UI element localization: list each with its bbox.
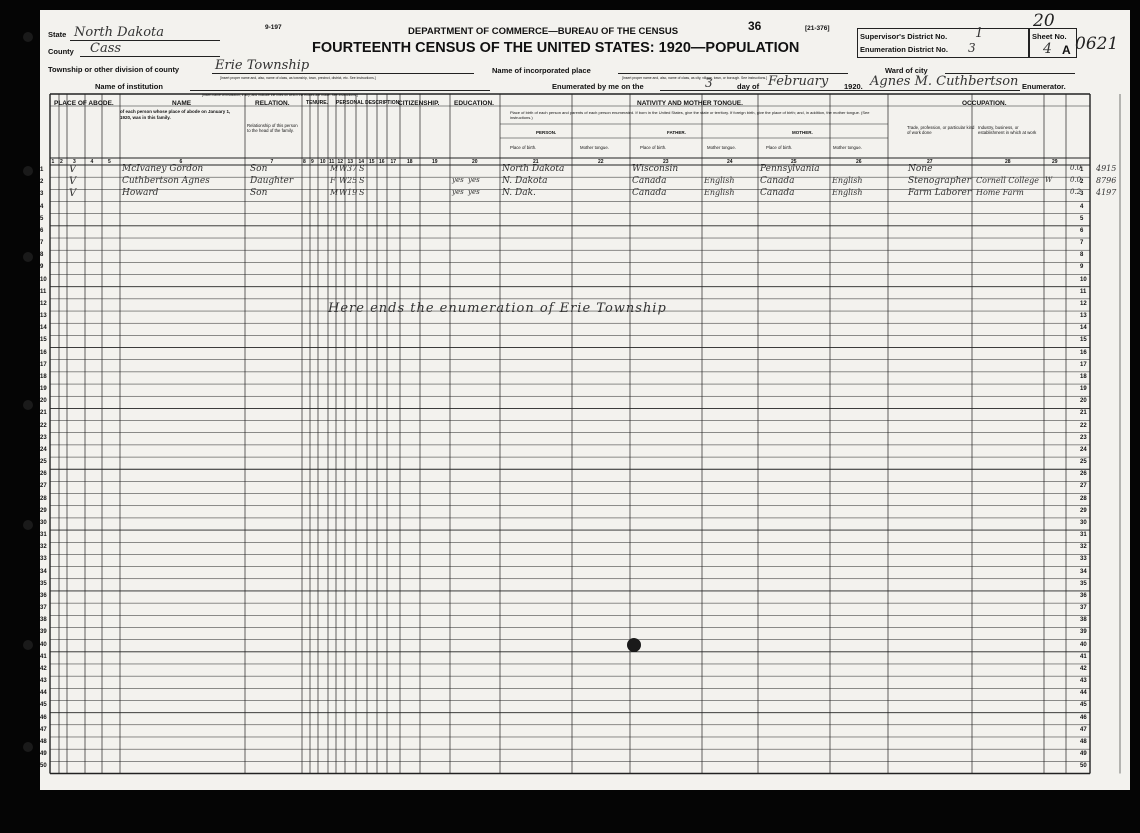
line-number-left: 47 — [40, 726, 47, 733]
line-number-left: 7 — [40, 240, 44, 247]
line-number-left: 11 — [40, 288, 47, 295]
column-number: 19 — [432, 159, 438, 165]
record-marital: S — [359, 164, 365, 173]
group-nativity: NATIVITY AND MOTHER TONGUE. — [637, 100, 743, 107]
line-number-right: 21 — [1080, 410, 1087, 417]
end-note: Here ends the enumeration of Erie Township — [328, 301, 667, 316]
line-number-right: 14 — [1080, 325, 1087, 332]
column-number: 26 — [856, 159, 862, 165]
line-number-right: 36 — [1080, 592, 1087, 599]
form-code: [21-376] — [805, 25, 830, 32]
record-age: 37 — [347, 164, 358, 173]
line-number-left: 26 — [40, 471, 47, 478]
enumerated-label: Enumerated by me on the — [552, 82, 644, 91]
line-number-left: 28 — [40, 495, 47, 502]
record-relation: Son — [250, 164, 268, 174]
township-value: Erie Township — [215, 58, 310, 73]
line-number-left: 9 — [40, 264, 44, 271]
line-number-left: 5 — [40, 215, 44, 222]
record-visited: V — [69, 164, 77, 175]
record-margin: 4915 — [1096, 164, 1117, 173]
line-number-right: 26 — [1080, 471, 1087, 478]
record-name: Cuthbertson Agnes — [122, 176, 210, 187]
line-number-right: 37 — [1080, 605, 1087, 612]
column-number: 12 — [337, 159, 344, 165]
line-number-right: 30 — [1080, 519, 1087, 526]
line-number-right: 47 — [1080, 726, 1087, 733]
record-industry: Home Farm — [976, 188, 1024, 198]
record-person-birth: N. Dak. — [502, 188, 536, 199]
line-number-right: 50 — [1080, 763, 1087, 770]
agency: DEPARTMENT OF COMMERCE—BUREAU OF THE CENSUS — [408, 26, 679, 37]
line-number-left: 27 — [40, 483, 47, 490]
binding-hole — [23, 252, 33, 262]
record-relation: Son — [250, 188, 268, 199]
binding-hole — [23, 640, 33, 650]
line-number-left: 45 — [40, 702, 47, 709]
record-mother-birth: Canada — [760, 176, 795, 187]
record-write: yes — [468, 188, 480, 197]
township-label: Township or other division of county — [48, 65, 180, 74]
record-mother-tongue: English — [832, 188, 863, 198]
record-class: W — [1045, 176, 1053, 185]
binding-hole — [23, 32, 33, 42]
record-father-tongue: English — [704, 176, 735, 186]
record-code: 0.2 — [1070, 188, 1082, 197]
record-sex: M — [330, 188, 339, 198]
line-number-right: 22 — [1080, 422, 1087, 429]
line-number-right: 20 — [1080, 398, 1087, 405]
line-number-right: 28 — [1080, 495, 1087, 502]
line-number-left: 30 — [40, 519, 47, 526]
line-number-right: 24 — [1080, 446, 1087, 453]
line-number-left: 48 — [40, 738, 47, 745]
industry-header: Industry, business, or establishment in which at work — [978, 125, 1037, 135]
line-number-left: 19 — [40, 386, 47, 393]
record-name: McIvaney Gordon — [122, 164, 204, 174]
record-occupation: Farm Laborer — [908, 188, 972, 199]
column-number: 4 — [90, 159, 94, 165]
line-number-left: 35 — [40, 580, 47, 587]
record-visited: V — [69, 176, 77, 188]
record-father-birth: Canada — [632, 188, 667, 199]
column-number: 23 — [663, 159, 669, 165]
record-relation: Daughter — [250, 176, 294, 187]
enumerated-day: 3 — [705, 76, 713, 90]
group-occupation: OCCUPATION. — [962, 100, 1007, 107]
group-name: NAME — [172, 100, 192, 107]
record-sex: M — [330, 164, 339, 173]
line-number-left: 6 — [40, 227, 44, 234]
line-number-right: 23 — [1080, 434, 1087, 441]
mother-tongue-header: Mother tongue. — [833, 145, 862, 150]
line-number-left: 34 — [40, 568, 47, 575]
line-number-right: 34 — [1080, 568, 1087, 575]
line-number-left: 2 — [40, 179, 44, 186]
record-sex: F — [330, 176, 336, 186]
line-number-right: 16 — [1080, 349, 1087, 356]
incorporated-note: [Insert proper name and, also, name of class, as city, village, town, or borough. See instructions.] — [622, 76, 768, 80]
group-education: EDUCATION. — [454, 100, 494, 107]
line-number-left: 17 — [40, 361, 47, 368]
line-number-left: 14 — [40, 325, 47, 332]
line-number-right: 10 — [1080, 276, 1087, 283]
line-number-left: 23 — [40, 434, 47, 441]
column-number: 17 — [390, 159, 397, 165]
binding-hole — [23, 520, 33, 530]
line-number-right: 17 — [1080, 361, 1087, 368]
line-number-left: 8 — [40, 252, 44, 259]
column-number: 18 — [407, 159, 413, 165]
incorporated-label: Name of incorporated place — [492, 66, 591, 75]
record-father-birth: Canada — [632, 176, 667, 187]
institution-note: [Insert name of institution, if any, and indicate the lines on which the entries are made. See instructions.] — [202, 93, 358, 97]
line-number-right: 43 — [1080, 678, 1087, 685]
corner-number: 20 — [1033, 11, 1055, 31]
person-place-header: Place of birth. — [510, 145, 537, 150]
column-number: 27 — [927, 159, 933, 165]
record-father-birth: Wisconsin — [632, 164, 679, 174]
line-number-left: 25 — [40, 459, 47, 466]
line-number-right: 2 — [1080, 179, 1084, 186]
line-number-left: 22 — [40, 422, 47, 429]
record-marital: S — [359, 176, 365, 186]
line-number-left: 33 — [40, 556, 47, 563]
line-number-left: 10 — [40, 276, 47, 283]
record-code: 0.0 — [1070, 164, 1082, 172]
sheet-label: Sheet No. — [1032, 32, 1067, 41]
column-number: 6 — [179, 159, 183, 165]
line-number-left: 15 — [40, 337, 47, 344]
column-number: 16 — [379, 159, 385, 165]
record-mother-tongue: English — [832, 176, 863, 186]
state-value: North Dakota — [74, 25, 164, 40]
line-number-right: 31 — [1080, 532, 1087, 539]
corner-stamp: 0621 — [1075, 34, 1119, 54]
record-person-birth: North Dakota — [502, 164, 565, 174]
line-number-right: 35 — [1080, 580, 1087, 587]
group-place-of-abode: PLACE OF ABODE. — [54, 100, 114, 107]
page-number: 36 — [748, 19, 762, 33]
record-occupation: Stenographer — [908, 176, 971, 187]
record-code: 0.0 — [1070, 176, 1082, 185]
county-value: Cass — [90, 41, 122, 56]
line-number-left: 36 — [40, 592, 47, 599]
binding-hole — [23, 400, 33, 410]
column-number: 22 — [598, 159, 604, 165]
enumerated-month: February — [768, 74, 829, 89]
line-number-right: 4 — [1080, 203, 1084, 210]
line-number-left: 12 — [40, 300, 47, 307]
line-number-left: 43 — [40, 678, 47, 685]
column-number: 11 — [329, 159, 335, 165]
line-number-right: 8 — [1080, 252, 1084, 259]
township-note: [Insert proper name and, also, name of class, as township, town, precinct, district, etc. See instructions.] — [220, 76, 376, 80]
binding-hole — [23, 166, 33, 176]
enumerator-name: Agnes M. Cuthbertson — [870, 74, 1019, 89]
line-number-right: 15 — [1080, 337, 1087, 344]
record-name: Howard — [122, 188, 159, 199]
column-number: 1 — [51, 159, 55, 165]
column-number: 2 — [60, 159, 63, 165]
name-header: of each person whose place of abode on January 1, 1920, was in this family. — [120, 109, 231, 120]
column-number: 15 — [369, 159, 375, 165]
line-number-left: 4 — [40, 203, 44, 210]
group-relation: RELATION. — [255, 100, 290, 107]
line-number-right: 11 — [1080, 288, 1087, 295]
record-read: yes — [452, 176, 464, 185]
line-number-left: 38 — [40, 617, 47, 624]
institution-label: Name of institution — [95, 82, 163, 91]
binding-hole — [23, 742, 33, 752]
line-number-left: 1 — [40, 167, 44, 173]
line-number-right: 25 — [1080, 459, 1087, 466]
form-number: 9-197 — [265, 24, 282, 31]
supervisor-label: Supervisor's District No. — [860, 32, 948, 41]
trade-header: Trade, profession, or particular kind of work done — [907, 125, 975, 135]
subgroup-person: PERSON. — [536, 130, 557, 135]
column-number: 5 — [108, 159, 111, 165]
line-number-left: 13 — [40, 313, 47, 320]
record-age: 25 — [347, 176, 358, 186]
line-number-right: 9 — [1080, 264, 1084, 271]
line-number-left: 31 — [40, 532, 47, 539]
father-place-header: Place of birth. — [640, 145, 667, 150]
nativity-note: Place of birth of each person and parents of each person enumerated. If born in the United States, give the state or territory. If foreign birth, give the place of birth; and, in addition, the mother tongue. (See instructions.) — [510, 110, 870, 120]
group-tenure: TENURE. — [306, 100, 328, 106]
line-number-right: 42 — [1080, 665, 1087, 672]
line-number-right: 48 — [1080, 738, 1087, 745]
line-number-left: 18 — [40, 373, 47, 380]
column-number: 8 — [303, 159, 306, 165]
line-number-left: 42 — [40, 665, 47, 672]
line-number-right: 12 — [1080, 300, 1087, 307]
column-number: 10 — [320, 159, 326, 165]
ward-label: Ward of city — [885, 66, 928, 75]
state-label: State — [48, 30, 67, 39]
line-number-right: 18 — [1080, 373, 1087, 380]
group-personal: PERSONAL DESCRIPTION. — [336, 100, 401, 106]
record-margin: 8796 — [1096, 176, 1117, 186]
year: 1920. — [844, 82, 863, 91]
record-race: W — [339, 164, 348, 173]
record-race: W — [339, 188, 348, 198]
record-visited: V — [69, 188, 77, 200]
subgroup-father: FATHER. — [667, 130, 686, 135]
line-number-left: 41 — [40, 653, 47, 660]
record-race: W — [339, 176, 348, 186]
line-number-right: 29 — [1080, 507, 1087, 514]
line-number-right: 39 — [1080, 629, 1087, 636]
column-number: 29 — [1052, 159, 1058, 165]
record-industry: Cornell College — [976, 176, 1039, 186]
line-number-right: 7 — [1080, 240, 1084, 247]
record-mother-birth: Pennsylvania — [760, 164, 820, 174]
line-number-right: 40 — [1080, 641, 1087, 648]
census-title: FOURTEENTH CENSUS OF THE UNITED STATES: 1920—POPULATION — [312, 40, 800, 56]
subgroup-mother: MOTHER. — [792, 130, 813, 135]
line-number-right: 38 — [1080, 617, 1087, 624]
person-tongue-header: Mother tongue. — [580, 145, 609, 150]
record-write: yes — [468, 176, 480, 185]
line-number-left: 3 — [40, 191, 44, 198]
day-of-label: day of — [737, 82, 760, 91]
line-number-right: 46 — [1080, 714, 1087, 721]
sheet-suffix: A — [1062, 43, 1071, 57]
line-number-right: 5 — [1080, 215, 1084, 222]
record-margin: 4197 — [1096, 188, 1117, 198]
column-number: 9 — [311, 159, 314, 165]
record-mother-birth: Canada — [760, 188, 795, 199]
line-number-left: 46 — [40, 714, 47, 721]
sheet-value: 4 — [1043, 41, 1052, 57]
column-number: 13 — [347, 159, 354, 165]
line-number-right: 41 — [1080, 653, 1087, 660]
record-read: yes — [452, 188, 464, 197]
column-number: 21 — [533, 159, 539, 165]
record-father-tongue: English — [704, 188, 735, 198]
group-citizenship: CITIZENSHIP. — [398, 100, 440, 107]
line-number-right: 3 — [1080, 191, 1084, 198]
line-number-left: 32 — [40, 544, 47, 551]
mother-place-header: Place of birth. — [766, 145, 793, 150]
column-number: 25 — [791, 159, 797, 165]
line-number-right: 1 — [1080, 167, 1084, 173]
line-number-left: 21 — [40, 410, 47, 417]
census-sheet — [40, 10, 1130, 790]
father-tongue-header: Mother tongue. — [707, 145, 736, 150]
line-number-left: 44 — [40, 690, 47, 697]
line-number-right: 27 — [1080, 483, 1087, 490]
line-number-left: 20 — [40, 398, 47, 405]
ed-label: Enumeration District No. — [860, 45, 948, 54]
column-number: 24 — [727, 159, 733, 165]
line-number-right: 44 — [1080, 690, 1087, 697]
line-number-right: 32 — [1080, 544, 1087, 551]
line-number-left: 40 — [40, 641, 47, 648]
supervisor-value: 1 — [975, 26, 984, 41]
line-number-left: 50 — [40, 763, 47, 770]
line-number-left: 29 — [40, 507, 47, 514]
county-label: County — [48, 47, 74, 56]
line-number-left: 49 — [40, 751, 47, 758]
record-marital: S — [359, 188, 365, 198]
line-number-right: 45 — [1080, 702, 1087, 709]
line-number-left: 39 — [40, 629, 47, 636]
relation-header: Relationship of this person to the head of the family. — [247, 123, 298, 133]
column-number: 3 — [73, 159, 76, 165]
line-number-left: 37 — [40, 605, 47, 612]
line-number-left: 24 — [40, 446, 47, 453]
line-number-right: 33 — [1080, 556, 1087, 563]
line-number-right: 19 — [1080, 386, 1087, 393]
line-number-right: 6 — [1080, 227, 1084, 234]
column-number: 20 — [472, 159, 478, 165]
column-number: 28 — [1005, 159, 1011, 165]
line-number-left: 16 — [40, 349, 47, 356]
record-person-birth: N. Dakota — [502, 176, 548, 187]
ink-blot — [627, 638, 641, 652]
line-number-right: 49 — [1080, 751, 1087, 758]
enumerator-label: Enumerator. — [1022, 82, 1066, 91]
column-number: 7 — [270, 159, 274, 165]
column-number: 14 — [358, 159, 365, 165]
record-occupation: None — [908, 164, 933, 174]
ed-value: 3 — [968, 41, 976, 55]
record-age: 19 — [347, 188, 358, 198]
line-number-right: 13 — [1080, 313, 1087, 320]
